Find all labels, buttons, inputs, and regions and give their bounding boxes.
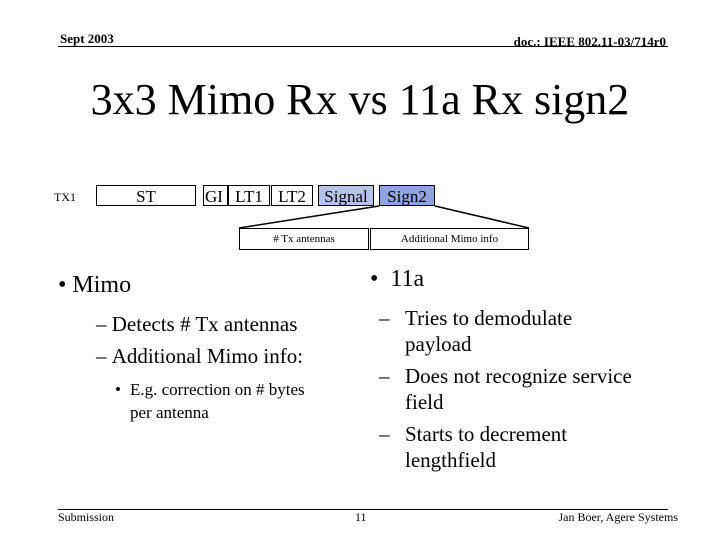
dash-icon: – [96, 344, 112, 368]
dash-icon: – [379, 364, 390, 388]
legacy-11a-item [379, 363, 635, 415]
legacy-11a-item-text: Tries to demodulate payload [405, 306, 573, 356]
header-doc-id: doc.: IEEE 802.11-03/714r0 [513, 34, 666, 49]
legacy-11a-heading-text: 11a [390, 266, 425, 292]
frame-field-gi: GI [203, 185, 228, 206]
mimo-item [96, 311, 297, 337]
dash-icon: – [379, 306, 390, 330]
legacy-11a-item-text: Starts to decrement lengthfield [405, 422, 568, 472]
sign2-subfield-additional-mimo-info: Additional Mimo info [370, 228, 529, 250]
tx1-label: TX1 [54, 190, 76, 204]
frame-field-lt1: LT1 [228, 185, 270, 206]
mimo-item-text: Detects # Tx antennas [111, 312, 298, 336]
footer-submission: Submission [58, 510, 115, 524]
mimo-heading-text: Mimo [72, 272, 132, 298]
frame-field-sign2: Sign2 [379, 185, 435, 206]
mimo-item-text: Additional Mimo info: [111, 344, 304, 368]
footer-page-number: 11 [355, 510, 367, 524]
mimo-heading [58, 272, 131, 299]
header-divider [58, 46, 668, 47]
bullet-icon: • [58, 272, 73, 298]
footer-author: Jan Boer, Agere Systems [558, 510, 678, 524]
bullet-icon: • [115, 380, 121, 399]
frame-field-lt2: LT2 [271, 185, 313, 206]
legacy-11a-heading [370, 266, 424, 293]
mimo-sub-item-text: E.g. correction on # bytes per antenna [130, 380, 305, 422]
mimo-sub-item [115, 378, 330, 424]
sign2-subfield-tx-antennas: # Tx antennas [239, 228, 369, 250]
slide-title: 3x3 Mimo Rx vs 11a Rx sign2 [90, 75, 630, 124]
dash-icon: – [96, 312, 112, 336]
legacy-11a-item-text: Does not recognize service field [405, 364, 632, 414]
bullet-icon: • [370, 266, 391, 292]
header-date: Sept 2003 [60, 31, 114, 46]
mimo-item [96, 343, 303, 369]
frame-field-signal: Signal [318, 185, 374, 206]
legacy-11a-item [379, 305, 635, 357]
frame-field-st: ST [96, 185, 196, 206]
legacy-11a-item [379, 421, 635, 473]
dash-icon: – [379, 422, 390, 446]
